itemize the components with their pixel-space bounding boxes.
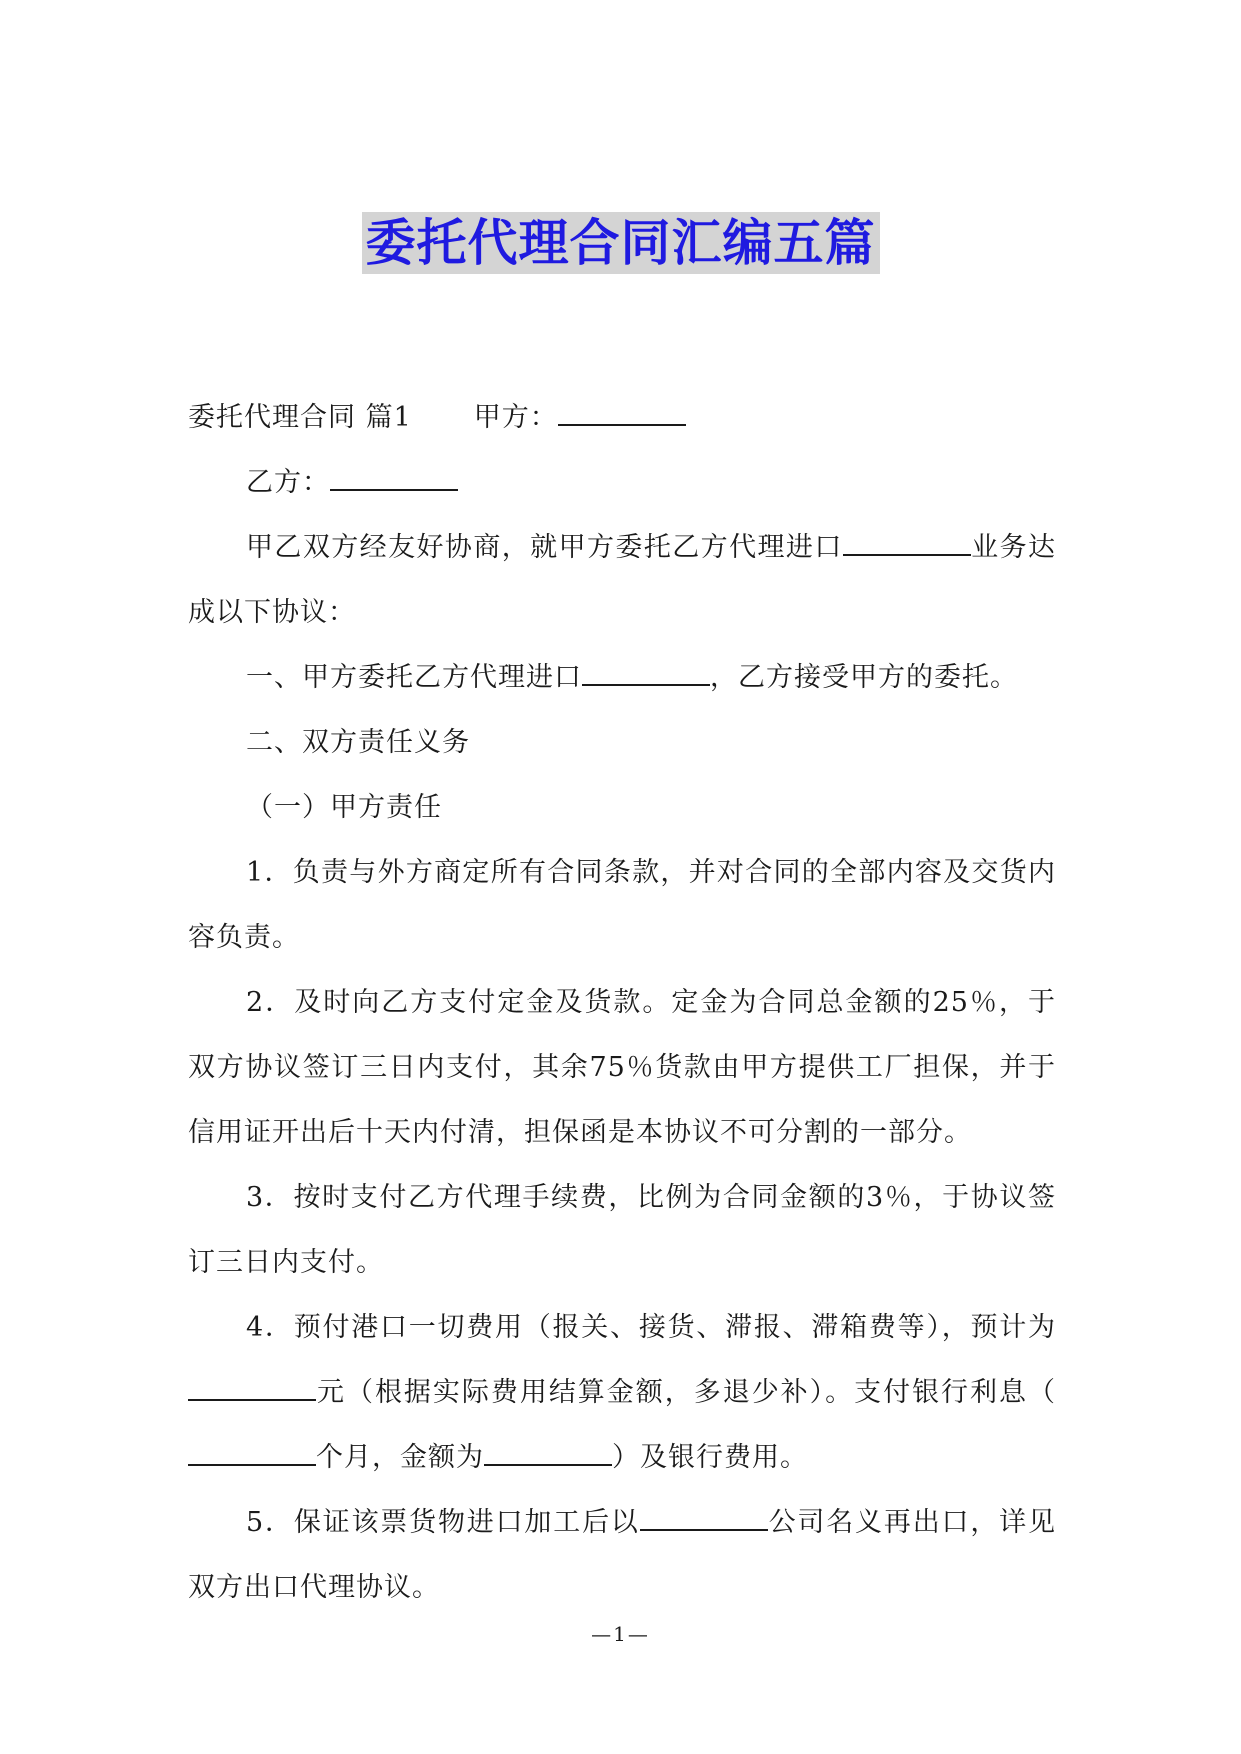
party-a-label: 甲方： <box>473 402 558 433</box>
party-b-blank <box>330 467 458 491</box>
months-blank <box>188 1442 316 1466</box>
page-number: —1— <box>591 1622 650 1646</box>
duty-4-text-2: 元（根据实际费用结算金额，多退少补）。支付银行利息（ <box>316 1377 1056 1408</box>
duty-2: 2．及时向乙方支付定金及货款。定金为合同总金额的25％，于双方协议签订三日内支付，其余75％货款由甲方提供工厂担保，并于信用证开出后十天内付清，担保函是本协议不可分割的一部分。 <box>188 987 1056 1148</box>
import-goods-blank <box>582 662 710 686</box>
duty-4-text-1: 4．预付港口一切费用（报关、接货、滞报、滞箱费等），预计为 <box>246 1312 1056 1343</box>
company-name-blank <box>640 1507 768 1531</box>
document-title: 委托代理合同汇编五篇 <box>362 212 880 274</box>
subsection-heading: （一）甲方责任 <box>246 792 442 823</box>
duty-5 <box>188 1490 1056 1620</box>
duty-5-text-1: 5．保证该票货物进口加工后以 <box>246 1507 640 1538</box>
intro-text-1: 甲乙双方经友好协商，就甲方委托乙方代理进口 <box>246 532 843 563</box>
duty-4-text-4: ）及银行费用。 <box>612 1442 808 1473</box>
duty-1: 1．负责与外方商定所有合同条款，并对合同的全部内容及交货内容负责。 <box>188 857 1056 953</box>
contract-heading-line <box>188 385 1056 450</box>
import-business-blank <box>843 532 971 556</box>
clause-2-heading: 二、双方责任义务 <box>246 727 470 758</box>
contract-heading: 委托代理合同 篇1 <box>188 402 412 433</box>
duty-4 <box>188 1295 1056 1490</box>
clause-1-text-1: 一、甲方委托乙方代理进口 <box>246 662 582 693</box>
intro-paragraph <box>188 515 1056 645</box>
clause-1 <box>188 645 1056 710</box>
port-fee-blank <box>188 1377 316 1401</box>
party-a-blank <box>558 402 686 426</box>
party-b-line <box>188 450 1056 515</box>
duty-5-text-2: 公司名义再出口，详见双方出口代理协议。 <box>188 1507 1057 1603</box>
party-b-label: 乙方： <box>246 467 330 498</box>
amount-blank <box>484 1442 612 1466</box>
clause-1-text-2: ，乙方接受甲方的委托。 <box>710 662 1018 693</box>
duty-3: 3．按时支付乙方代理手续费，比例为合同金额的3％，于协议签订三日内支付。 <box>188 1182 1056 1278</box>
intro-text-2: 业务达成以下协议： <box>188 532 1057 628</box>
title-container <box>0 212 1241 274</box>
document-body <box>188 385 1056 1620</box>
duty-4-text-3: 个月，金额为 <box>316 1442 484 1473</box>
